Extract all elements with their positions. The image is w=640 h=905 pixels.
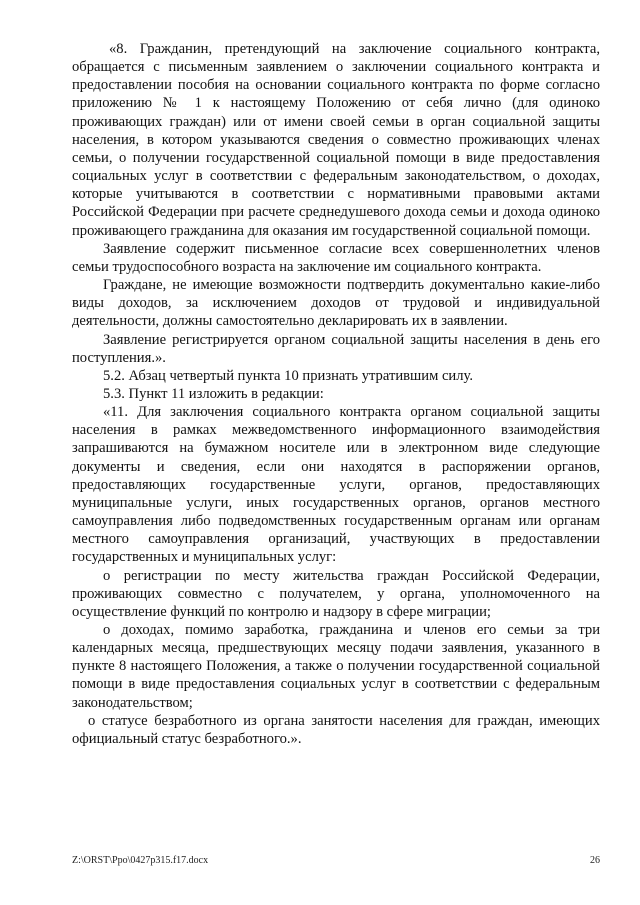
- paragraph-consent: Заявление содержит письменное согласие всех совершеннолетних членов семьи трудоспособного возраста на заключение им социального контракта.: [72, 240, 600, 275]
- document-body: [72, 40, 600, 748]
- paragraph-registration: Заявление регистрируется органом социальной защиты населения в день его поступления.».: [72, 331, 600, 366]
- page-number: 26: [590, 855, 600, 866]
- paragraph-clause-11: «11. Для заключения социального контракта органом социальной защиты населения в рамках межведомственного информационного взаимодействия запрашиваются на бумажном носителе или в электронном виде следующие документы и сведения, если они находятся в распоряжении органов, предоставляющих государственные услуги, органов, предоставляющих муниципальные услуги, иных государственных органов, органов местного самоуправления либо подведомственных государственным органам или органам местного самоуправления организаций, участвующих в предоставлении государственных и муниципальных услуг:: [72, 404, 600, 566]
- paragraph-5-2: 5.2. Абзац четвертый пункта 10 признать утратившим силу.: [103, 367, 474, 384]
- paragraph-clause-8: «8. Гражданин, претендующий на заключение социального контракта, обращается с письменным заявлением о заключении социального контракта и предоставлении пособия на основании социального контракта по форме согласно приложению № 1 к настоящему Положению от себя лично (для одиноко проживающих граждан) или от имени своей семьи в орган социальной защиты населения, в котором указываются сведения о совместно проживающих членах семьи, о получении государственной социальной помощи в виде предоставления социальных услуг в соответствии с федеральным законодательством, о доходах, которые учитываются в соответствии с нормативными правовыми актами Российской Федерации при расчете среднедушевого дохода семьи и дохода одиноко проживающего гражданина для оказания им государственной социальной помощи.: [72, 41, 600, 239]
- paragraph-income-declaration: Граждане, не имеющие возможности подтвердить документально какие-либо виды доходов, за исключением доходов от трудовой и индивидуальной деятельности, должны самостоятельно декларировать их в заявлении.: [72, 277, 600, 330]
- list-item-residence: о регистрации по месту жительства граждан Российской Федерации, проживающих совместно с получателем, у органа, уполномоченного на осуществление функций по контролю и надзору в сфере миграции;: [72, 567, 600, 620]
- list-item-income: о доходах, помимо заработка, гражданина и членов его семьи за три календарных месяца, предшествующих месяцу подачи заявления, указанного в пункте 8 настоящего Положения, а также о получении государственной социальной помощи в виде предоставления социальных услуг в соответствии с федеральным законодательством;: [72, 622, 600, 711]
- paragraph-5-3: 5.3. Пункт 11 изложить в редакции:: [103, 385, 324, 402]
- file-path: Z:\ORST\Ppo\0427p315.f17.docx: [72, 855, 209, 866]
- list-item-unemployed: о статусе безработного из органа занятости населения для граждан, имеющих официальный статус безработного.».: [72, 712, 600, 747]
